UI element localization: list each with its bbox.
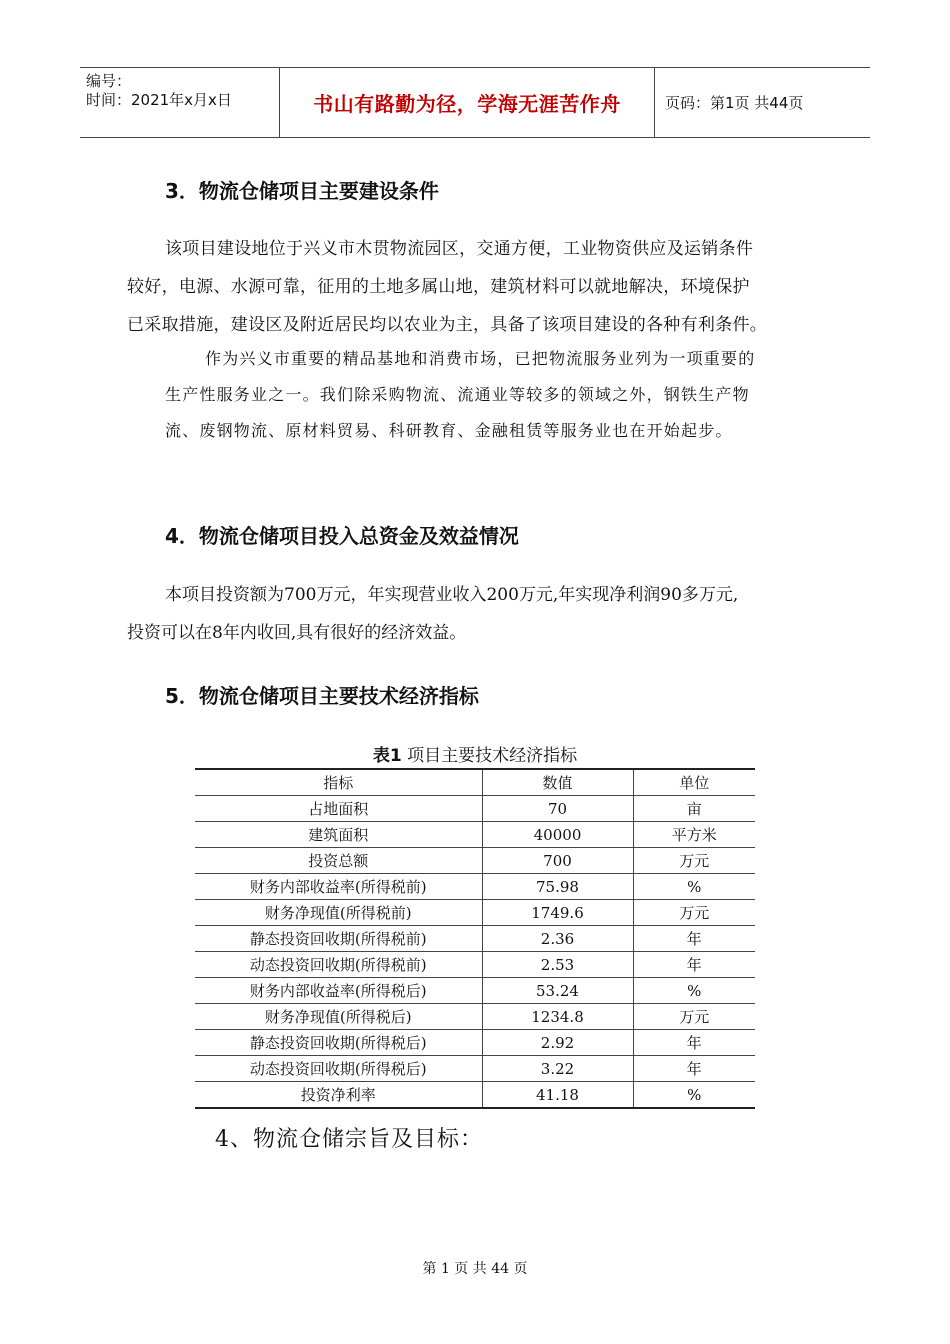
table-cell: 年: [633, 1056, 755, 1082]
header-motto: 书山有路勤为径，学海无涯苦作舟: [280, 68, 655, 137]
table-cell: 年: [633, 952, 755, 978]
page-footer: 第 1 页 共 44 页: [422, 1261, 528, 1277]
table-cell: 建筑面积: [195, 822, 482, 848]
table-cell: 2.92: [482, 1030, 633, 1056]
table-cell: 3.22: [482, 1056, 633, 1082]
table-cell: 占地面积: [195, 796, 482, 822]
table-cell: 财务净现值(所得税前): [195, 900, 482, 926]
header-cell: 单位: [633, 769, 755, 796]
table-cell: 1234.8: [482, 1004, 633, 1030]
table-cell: 万元: [633, 900, 755, 926]
section-3-paragraph-1: [127, 230, 768, 344]
text-line: 本项目投资额为700万元，年实现营业收入200万元,年实现净利润90多万元,: [165, 585, 739, 605]
table-caption-number: 表1: [372, 746, 402, 766]
text-line: 生产性服务业之一。我们除采购物流、流通业等较多的领域之外，钢铁生产物: [165, 385, 750, 404]
table-cell: %: [633, 874, 755, 900]
table-row: [195, 874, 755, 900]
table-cell: 亩: [633, 796, 755, 822]
table-row: [195, 822, 755, 848]
table-row: [195, 848, 755, 874]
table-header-row: [195, 769, 755, 796]
table-cell: 53.24: [482, 978, 633, 1004]
table-row: [195, 978, 755, 1004]
section-4-title: 4．物流仓储项目投入总资金及效益情况: [165, 524, 519, 548]
table-cell: 年: [633, 926, 755, 952]
doc-code-label: 编号：: [86, 72, 132, 90]
table-cell: 静态投资回收期(所得税前): [195, 926, 482, 952]
table-cell: 平方米: [633, 822, 755, 848]
table-row: [195, 796, 755, 822]
section-5-title: 5．物流仓储项目主要技术经济指标: [165, 684, 479, 708]
table-row: [195, 1030, 755, 1056]
subsection-4-title: 4、物流仓储宗旨及目标：: [215, 1127, 483, 1152]
table-cell: 万元: [633, 848, 755, 874]
table-cell: 2.36: [482, 926, 633, 952]
text-line: 作为兴义市重要的精品基地和消费市场，已把物流服务业列为一项重要的: [205, 349, 756, 368]
table-row: [195, 1004, 755, 1030]
text-line: 该项目建设地位于兴义市木贯物流园区，交通方便，工业物资供应及运销条件: [165, 239, 754, 259]
table-row: [195, 1082, 755, 1109]
table-caption: [0, 741, 950, 766]
table-cell: 1749.6: [482, 900, 633, 926]
section-3-paragraph-2: [165, 341, 755, 449]
metrics-table: [195, 768, 755, 1109]
header-page-label: 页码：第1页 共44页: [665, 94, 804, 112]
table-cell: %: [633, 1082, 755, 1109]
table-cell: 投资净利率: [195, 1082, 482, 1109]
table-row: [195, 1056, 755, 1082]
table-cell: 75.98: [482, 874, 633, 900]
table-cell: 财务净现值(所得税后): [195, 1004, 482, 1030]
table-row: [195, 900, 755, 926]
header-left-cell: [80, 68, 280, 137]
table-cell: 万元: [633, 1004, 755, 1030]
section-4-paragraph: [127, 576, 738, 652]
section-3-title: 3．物流仓储项目主要建设条件: [165, 179, 439, 203]
doc-time-label: 时间：2021年x月x日: [86, 91, 232, 109]
text-line: 已采取措施，建设区及附近居民均以农业为主，具备了该项目建设的各种有利条件。: [127, 315, 768, 335]
table-cell: 40000: [482, 822, 633, 848]
table-cell: 动态投资回收期(所得税后): [195, 1056, 482, 1082]
table-cell: 年: [633, 1030, 755, 1056]
table-cell: 70: [482, 796, 633, 822]
text-line: 流、废钢物流、原材料贸易、科研教育、金融租赁等服务业也在开始起步。: [165, 421, 733, 440]
table-cell: 41.18: [482, 1082, 633, 1109]
page-header: [80, 67, 870, 138]
table-row: [195, 952, 755, 978]
table-cell: 700: [482, 848, 633, 874]
table-caption-text: 项目主要技术经济指标: [401, 746, 578, 766]
table-cell: 财务内部收益率(所得税前): [195, 874, 482, 900]
header-cell: 指标: [195, 769, 482, 796]
table-cell: %: [633, 978, 755, 1004]
table-cell: 静态投资回收期(所得税后): [195, 1030, 482, 1056]
table-row: [195, 926, 755, 952]
table-cell: 财务内部收益率(所得税后): [195, 978, 482, 1004]
table-cell: 投资总额: [195, 848, 482, 874]
table-cell: 2.53: [482, 952, 633, 978]
text-line: 投资可以在8年内收回,具有很好的经济效益。: [127, 623, 467, 643]
text-line: 较好，电源、水源可靠，征用的土地多属山地，建筑材料可以就地解决，环境保护: [127, 277, 750, 297]
table-cell: 动态投资回收期(所得税前): [195, 952, 482, 978]
header-cell: 数值: [482, 769, 633, 796]
